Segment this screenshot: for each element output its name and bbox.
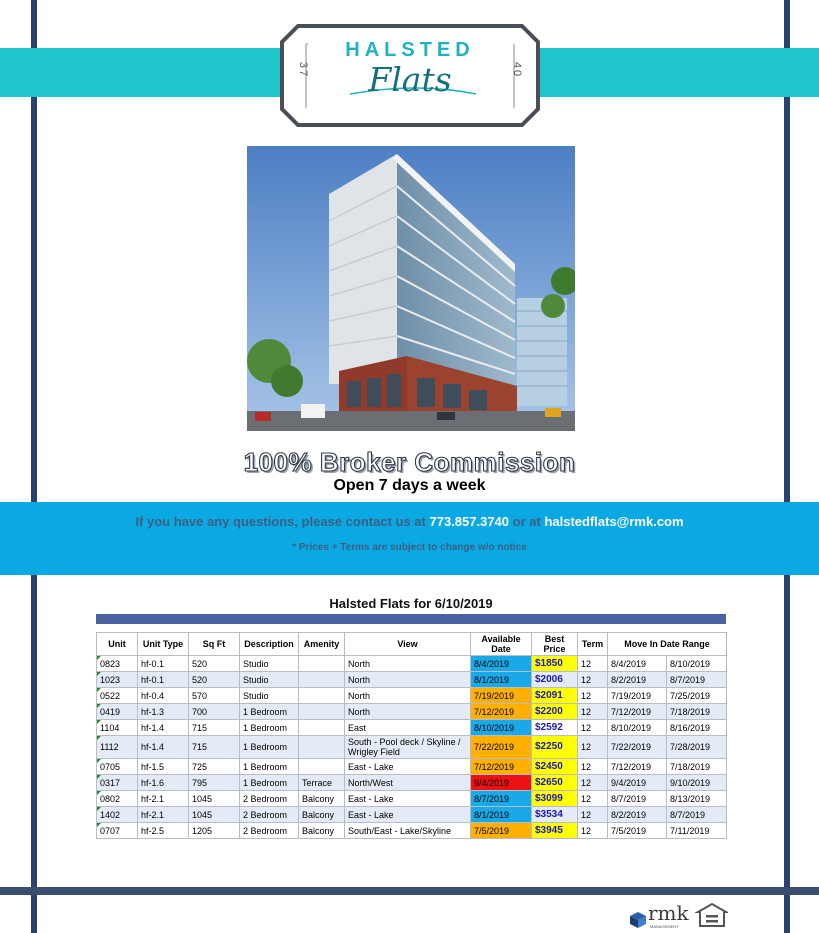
- cell-unit: [97, 775, 138, 791]
- cell-unit: [97, 823, 138, 839]
- header-sq-ft: Sq Ft: [189, 633, 240, 656]
- header-best-price: Best Price: [532, 633, 578, 656]
- cell-available-date: 8/1/2019: [471, 672, 532, 688]
- comment-indicator-icon: [97, 807, 101, 811]
- logo-halsted-text: HALSTED: [345, 39, 475, 61]
- cell-view: East - Lake: [345, 759, 471, 775]
- cell-move-in-to: 7/28/2019: [667, 736, 727, 759]
- cell-description: Studio: [240, 672, 299, 688]
- header-term: Term: [578, 633, 608, 656]
- logo-number-left: 37: [297, 61, 310, 79]
- cell-move-in-from: 8/10/2019: [608, 720, 667, 736]
- cell-amenity: [299, 736, 345, 759]
- cell-term: 12: [578, 759, 608, 775]
- comment-indicator-icon: [97, 656, 101, 660]
- cell-available-date: 7/22/2019: [471, 736, 532, 759]
- comment-indicator-icon: [97, 791, 101, 795]
- cell-best-price: $2006: [532, 672, 578, 688]
- table-row: [97, 736, 727, 759]
- cell-unit: [97, 736, 138, 759]
- cell-view: East: [345, 720, 471, 736]
- table-row: [97, 823, 727, 839]
- cell-move-in-from: 7/12/2019: [608, 759, 667, 775]
- pricing-notice: * Prices + Terms are subject to change w/o notice: [292, 542, 527, 553]
- cell-best-price: $3945: [532, 823, 578, 839]
- cell-best-price: $1850: [532, 656, 578, 672]
- comment-indicator-icon: [97, 688, 101, 692]
- cell-unit-type: hf-0.1: [138, 656, 189, 672]
- cell-description: 2 Bedroom: [240, 823, 299, 839]
- cell-amenity: [299, 672, 345, 688]
- cell-term: 12: [578, 823, 608, 839]
- cell-unit-type: hf-0.4: [138, 688, 189, 704]
- hours-subheading: Open 7 days a week: [333, 477, 486, 494]
- cell-best-price: $3099: [532, 791, 578, 807]
- cell-sq-ft: 700: [189, 704, 240, 720]
- building-photo: [247, 146, 575, 431]
- table-row: [97, 759, 727, 775]
- cell-term: 12: [578, 656, 608, 672]
- cell-move-in-from: 8/2/2019: [608, 672, 667, 688]
- cell-term: 12: [578, 704, 608, 720]
- halsted-flats-logo: [278, 22, 542, 129]
- cell-unit-text: 0823: [100, 658, 121, 669]
- cell-move-in-from: 8/7/2019: [608, 791, 667, 807]
- header-view: View: [345, 633, 471, 656]
- rmk-brand-subtext: MANAGEMENT: [650, 924, 679, 929]
- cell-description: 1 Bedroom: [240, 759, 299, 775]
- cell-term: 12: [578, 688, 608, 704]
- comment-indicator-icon: [97, 775, 101, 779]
- cell-unit: [97, 759, 138, 775]
- cell-unit: [97, 720, 138, 736]
- cell-move-in-from: 8/2/2019: [608, 807, 667, 823]
- cell-view: East - Lake: [345, 791, 471, 807]
- cell-unit-text: 1112: [100, 742, 119, 752]
- cell-view: North/West: [345, 775, 471, 791]
- cell-move-in-to: 8/10/2019: [667, 656, 727, 672]
- cell-available-date: 9/4/2019: [471, 775, 532, 791]
- cell-move-in-to: 7/18/2019: [667, 704, 727, 720]
- cell-move-in-from: 7/12/2019: [608, 704, 667, 720]
- cell-unit-type: hf-1.4: [138, 736, 189, 759]
- cell-amenity: Balcony: [299, 823, 345, 839]
- broker-commission-headline: 100% Broker Commission: [243, 447, 576, 477]
- header-amenity: Amenity: [299, 633, 345, 656]
- cell-view: South - Pool deck / Skyline / Wrigley Field: [345, 736, 471, 759]
- cell-unit-type: hf-2.1: [138, 791, 189, 807]
- cell-unit-text: 1402: [100, 809, 121, 820]
- header-unit-type: Unit Type: [138, 633, 189, 656]
- cell-amenity: [299, 759, 345, 775]
- cell-description: Studio: [240, 688, 299, 704]
- cell-move-in-to: 7/18/2019: [667, 759, 727, 775]
- cell-term: 12: [578, 791, 608, 807]
- contact-middle: or at: [512, 514, 541, 529]
- cell-view: East - Lake: [345, 807, 471, 823]
- cell-sq-ft: 1205: [189, 823, 240, 839]
- cell-best-price: $2450: [532, 759, 578, 775]
- table-row: [97, 688, 727, 704]
- cell-unit-type: hf-1.6: [138, 775, 189, 791]
- cell-best-price: $2250: [532, 736, 578, 759]
- comment-indicator-icon: [97, 736, 101, 740]
- cell-description: 2 Bedroom: [240, 807, 299, 823]
- cell-amenity: [299, 656, 345, 672]
- rmk-brand-text: rmk: [648, 902, 689, 925]
- contact-line: [0, 514, 819, 529]
- contact-phone-link[interactable]: 773.857.3740: [429, 514, 510, 529]
- comment-indicator-icon: [97, 823, 101, 827]
- comment-indicator-icon: [97, 672, 101, 676]
- cell-best-price: $3534: [532, 807, 578, 823]
- table-header-row: [97, 633, 727, 656]
- footer-rule: [0, 887, 819, 895]
- cell-view: North: [345, 704, 471, 720]
- cell-term: 12: [578, 720, 608, 736]
- cell-unit: [97, 704, 138, 720]
- cell-available-date: 8/7/2019: [471, 791, 532, 807]
- rmk-management-logo: [628, 902, 728, 930]
- cell-available-date: 7/19/2019: [471, 688, 532, 704]
- cell-move-in-to: 9/10/2019: [667, 775, 727, 791]
- contact-band: [0, 502, 819, 575]
- comment-indicator-icon: [97, 704, 101, 708]
- cell-term: 12: [578, 775, 608, 791]
- cell-unit-type: hf-1.5: [138, 759, 189, 775]
- cell-available-date: 8/4/2019: [471, 656, 532, 672]
- table-row: [97, 775, 727, 791]
- cell-move-in-from: 9/4/2019: [608, 775, 667, 791]
- cell-amenity: Balcony: [299, 791, 345, 807]
- cell-unit-type: hf-1.3: [138, 704, 189, 720]
- cell-description: Studio: [240, 656, 299, 672]
- cell-unit-text: 0317: [100, 777, 121, 788]
- table-row: [97, 791, 727, 807]
- cell-unit: [97, 672, 138, 688]
- cell-sq-ft: 715: [189, 720, 240, 736]
- comment-indicator-icon: [97, 720, 101, 724]
- cell-move-in-from: 7/5/2019: [608, 823, 667, 839]
- cell-term: 12: [578, 672, 608, 688]
- cell-move-in-to: 7/25/2019: [667, 688, 727, 704]
- table-row: [97, 704, 727, 720]
- cell-move-in-from: 7/22/2019: [608, 736, 667, 759]
- cell-move-in-to: 8/7/2019: [667, 672, 727, 688]
- cell-sq-ft: 520: [189, 672, 240, 688]
- cell-sq-ft: 715: [189, 736, 240, 759]
- cell-move-in-to: 8/16/2019: [667, 720, 727, 736]
- cell-move-in-from: 8/4/2019: [608, 656, 667, 672]
- comment-indicator-icon: [97, 759, 101, 763]
- cell-sq-ft: 795: [189, 775, 240, 791]
- cell-view: North: [345, 656, 471, 672]
- cell-unit: [97, 807, 138, 823]
- cell-best-price: $2592: [532, 720, 578, 736]
- cell-available-date: 7/12/2019: [471, 704, 532, 720]
- cell-move-in-to: 8/7/2019: [667, 807, 727, 823]
- cell-best-price: $2200: [532, 704, 578, 720]
- cell-description: 1 Bedroom: [240, 704, 299, 720]
- table-row: [97, 720, 727, 736]
- cell-move-in-from: 7/19/2019: [608, 688, 667, 704]
- cell-description: 1 Bedroom: [240, 775, 299, 791]
- cell-unit-type: hf-2.1: [138, 807, 189, 823]
- cell-description: 1 Bedroom: [240, 720, 299, 736]
- cell-unit-text: 0522: [100, 690, 121, 701]
- cell-unit: [97, 688, 138, 704]
- cell-view: North: [345, 672, 471, 688]
- cell-available-date: 8/10/2019: [471, 720, 532, 736]
- cell-description: 1 Bedroom: [240, 736, 299, 759]
- cell-unit-text: 0705: [100, 761, 121, 772]
- cell-sq-ft: 520: [189, 656, 240, 672]
- cell-view: North: [345, 688, 471, 704]
- cell-unit-text: 1023: [100, 674, 121, 685]
- cell-amenity: [299, 688, 345, 704]
- cell-move-in-to: 8/13/2019: [667, 791, 727, 807]
- contact-email-link[interactable]: halstedflats@rmk.com: [544, 514, 684, 529]
- cell-unit-type: hf-2.5: [138, 823, 189, 839]
- cell-description: 2 Bedroom: [240, 791, 299, 807]
- table-title: Halsted Flats for 6/10/2019: [329, 596, 493, 611]
- table-row: [97, 656, 727, 672]
- cell-amenity: [299, 704, 345, 720]
- equal-housing-icon: [698, 904, 726, 926]
- table-header-bar: [96, 614, 726, 624]
- cell-unit: [97, 656, 138, 672]
- cell-sq-ft: 570: [189, 688, 240, 704]
- header-move-in-range: Move In Date Range: [608, 633, 727, 656]
- cell-term: 12: [578, 807, 608, 823]
- cell-unit-type: hf-1.4: [138, 720, 189, 736]
- availability-table: [96, 632, 727, 839]
- cell-amenity: Balcony: [299, 807, 345, 823]
- cell-sq-ft: 725: [189, 759, 240, 775]
- header-description: Description: [240, 633, 299, 656]
- cell-available-date: 8/1/2019: [471, 807, 532, 823]
- logo-number-right: 40: [510, 61, 523, 79]
- cell-available-date: 7/12/2019: [471, 759, 532, 775]
- table-row: [97, 672, 727, 688]
- cell-sq-ft: 1045: [189, 791, 240, 807]
- cell-move-in-to: 7/11/2019: [667, 823, 727, 839]
- cell-best-price: $2091: [532, 688, 578, 704]
- cell-unit-text: 0419: [100, 706, 121, 717]
- table-body: [97, 656, 727, 839]
- cell-unit-text: 1104: [100, 722, 120, 733]
- cell-view: South/East - Lake/Skyline: [345, 823, 471, 839]
- contact-prefix: If you have any questions, please contact us at: [135, 514, 426, 529]
- cell-unit-type: hf-0.1: [138, 672, 189, 688]
- cell-sq-ft: 1045: [189, 807, 240, 823]
- cell-unit-text: 0707: [100, 825, 121, 836]
- cell-term: 12: [578, 736, 608, 759]
- cell-amenity: [299, 720, 345, 736]
- header-unit: Unit: [97, 633, 138, 656]
- header-available-date: Available Date: [471, 633, 532, 656]
- table-row: [97, 807, 727, 823]
- cell-unit: [97, 791, 138, 807]
- cell-best-price: $2650: [532, 775, 578, 791]
- cell-unit-text: 0802: [100, 793, 121, 804]
- logo-flats-text: Flats: [368, 60, 452, 99]
- cell-amenity: Terrace: [299, 775, 345, 791]
- cell-available-date: 7/5/2019: [471, 823, 532, 839]
